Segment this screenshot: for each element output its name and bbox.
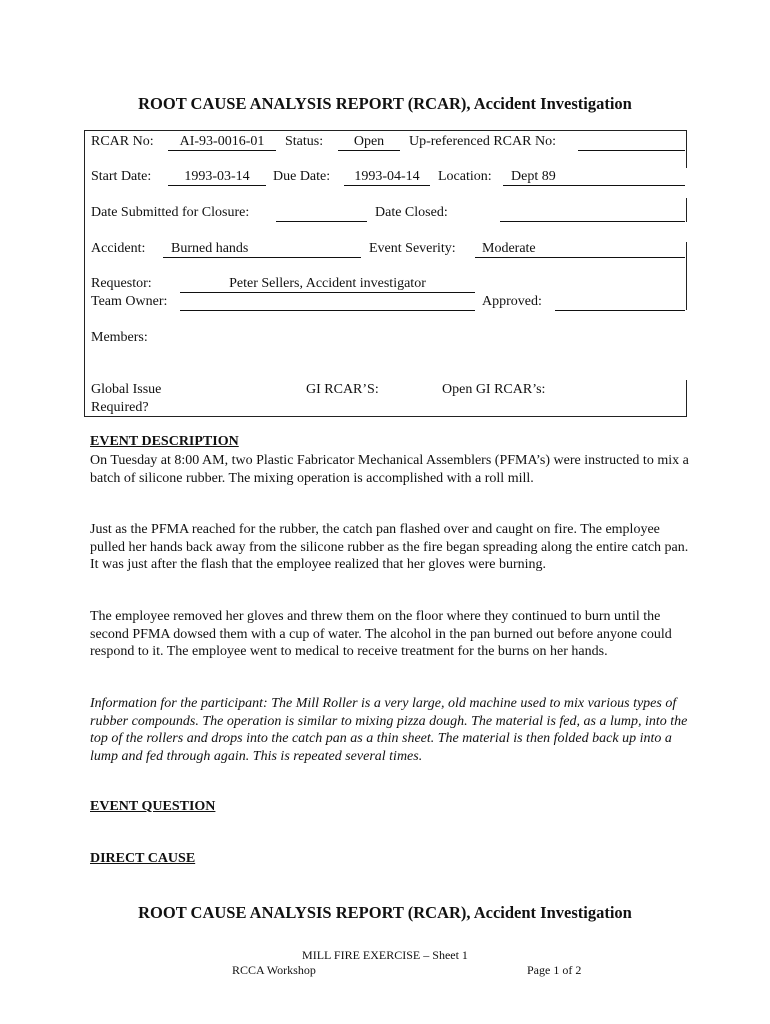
- event-paragraph: The employee removed her gloves and threw them on the floor where they continued to burn until the second PFMA dowsed them with a cup of water. The alcohol in the pan burned out before anyone could respond to it. The employee went to medical to receive treatment for the burns on her hands.: [90, 609, 672, 659]
- requestor-field[interactable]: Peter Sellers, Accident investigator: [180, 275, 475, 293]
- repeat-title: ROOT CAUSE ANALYSIS REPORT (RCAR), Accident Investigation: [138, 903, 632, 922]
- accident-field[interactable]: Burned hands: [163, 240, 361, 258]
- event-paragraph: On Tuesday at 8:00 AM, two Plastic Fabricator Mechanical Assemblers (PFMA’s) were instructed to mix a batch of silicone rubber. The mixing operation is accomplished with a roll mill.: [90, 453, 689, 486]
- rcar-no-label: RCAR No:: [91, 134, 154, 149]
- accident-label: Accident:: [91, 241, 146, 256]
- team-owner-field[interactable]: [180, 293, 475, 311]
- members-label: Members:: [91, 330, 148, 345]
- start-date-label: Start Date:: [91, 169, 152, 184]
- approved-label: Approved:: [482, 294, 542, 309]
- due-date-label: Due Date:: [273, 169, 331, 184]
- footer-exercise: MILL FIRE EXERCISE – Sheet 1: [302, 948, 468, 962]
- location-label: Location:: [438, 169, 492, 184]
- footer-workshop: RCCA Workshop: [232, 963, 316, 977]
- event-paragraph: Just as the PFMA reached for the rubber, the catch pan flashed over and caught on fire. The employee pulled her hands back away from the silicone rubber as the fire began spreading along the entire catch pan. It was just after the flash that the employee realized that her gloves were burning.: [90, 522, 689, 572]
- location-field[interactable]: Dept 89: [503, 168, 685, 186]
- info-paragraph: Information for the participant: The Mill Roller is a very large, old machine used to mix various types of rubber compounds. The operation is similar to mixing pizza dough. The material is fed, as a lump, into the top of the rollers and drops into the catch pan as a thin sheet. The material is then folded back up into a lump and fed through again. This is repeated several times.: [90, 696, 688, 764]
- upref-label: Up-referenced RCAR No:: [409, 134, 556, 149]
- status-field[interactable]: Open: [338, 133, 400, 151]
- severity-field[interactable]: Moderate: [475, 240, 685, 258]
- date-closed-field[interactable]: [500, 204, 685, 222]
- page-title: ROOT CAUSE ANALYSIS REPORT (RCAR), Accident Investigation: [138, 94, 632, 113]
- due-date-field[interactable]: 1993-04-14: [344, 168, 430, 186]
- date-closed-label: Date Closed:: [375, 205, 448, 220]
- global-issue-label: Global Issue: [91, 382, 162, 397]
- gi-rcars-label: GI RCAR’S:: [306, 382, 379, 397]
- rcar-no-field[interactable]: AI-93-0016-01: [168, 133, 276, 151]
- approved-field[interactable]: [555, 293, 685, 311]
- open-gi-rcars-label: Open GI RCAR’s:: [442, 382, 546, 397]
- date-submitted-field[interactable]: [276, 204, 367, 222]
- status-label: Status:: [285, 134, 324, 149]
- direct-cause-heading: DIRECT CAUSE: [90, 851, 196, 866]
- start-date-field[interactable]: 1993-03-14: [168, 168, 266, 186]
- event-description-heading: EVENT DESCRIPTION: [90, 434, 239, 449]
- upref-field[interactable]: [578, 133, 685, 151]
- global-issue-label-required: Required?: [91, 400, 149, 415]
- team-owner-label: Team Owner:: [91, 294, 168, 309]
- requestor-label: Requestor:: [91, 276, 152, 291]
- footer-page-number: Page 1 of 2: [527, 963, 582, 977]
- event-question-heading: EVENT QUESTION: [90, 799, 216, 814]
- severity-label: Event Severity:: [369, 241, 456, 256]
- date-submitted-label: Date Submitted for Closure:: [91, 205, 250, 220]
